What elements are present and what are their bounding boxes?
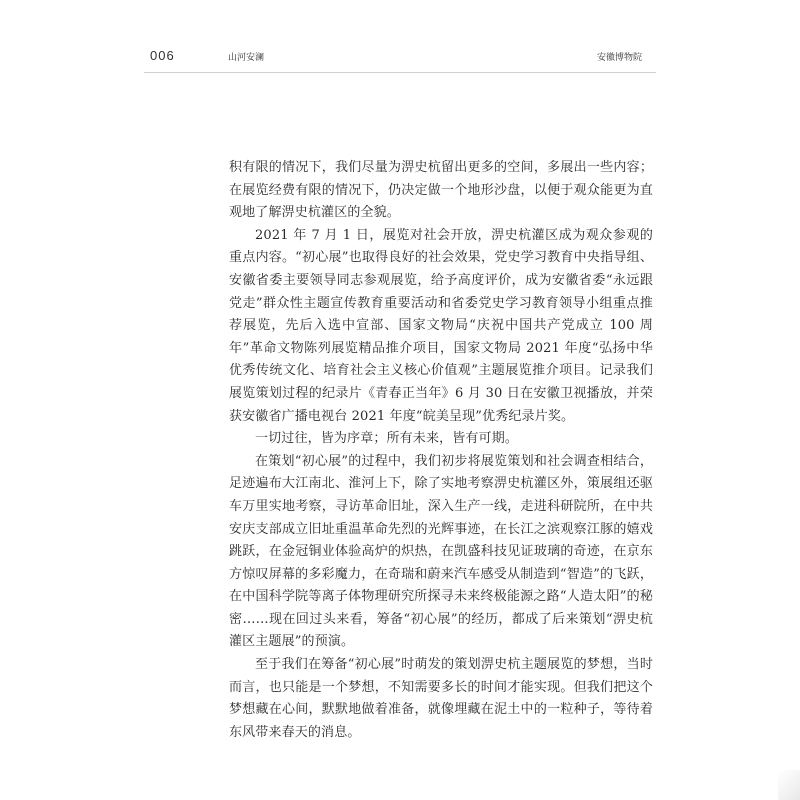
- paragraph-continued: 积有限的情况下，我们尽量为淠史杭留出更多的空间，多展出一些内容；在展览经费有限的情况下，仍决定做一个地形沙盘，以便于观众能更为直观地了解淠史杭灌区的全貌。: [229, 160, 653, 221]
- book-title: 山河安澜: [228, 53, 265, 63]
- paragraph: 一切过往，皆为序章；所有未来，皆有可期。: [255, 431, 519, 447]
- paragraph: 至于我们在筹备“初心展”时萌发的策划淠史杭主题展览的梦想，当时而言，也只能是一个梦想，不知需要多长的时间才能实现。但我们把这个梦想藏在心间，默默地做着准备，就像埋藏在泥土中的一粒种子，等待着东风带来春天的消息。: [229, 657, 653, 740]
- header-rule: [144, 72, 656, 73]
- page-corner-shadow: [778, 770, 800, 800]
- body-text: [229, 157, 653, 744]
- page-header: [144, 48, 656, 68]
- paragraph: 在策划“初心展”的过程中，我们初步将展览策划和社会调查相结合，足迹遍布大江南北、淮河上下，除了实地考察淠史杭灌区外，策展组还驱车万里实地考察，寻访革命旧址，深入生产一线，走进科研院所，在中共安庆支部成立旧址重温革命先烈的光辉事迹，在长江之滨观察江豚的嬉戏跳跃，在金冠铜业体验高炉的炽热，在凯盛科技见证玻璃的奇迹，在京东方惊叹屏幕的多彩魔力，在奇瑞和蔚来汽车感受从制造到“智造”的飞跃，在中国科学院等离子体物理研究所探寻未来终极能源之路“人造太阳”的秘密……现在回过头来看，筹备“初心展”的经历，都成了后来策划“淠史杭灌区主题展”的预演。: [229, 453, 653, 650]
- running-head: 安徽博物院: [596, 53, 642, 63]
- paragraph: 2021 年 7 月 1 日，展览对社会开放，淠史杭灌区成为观众参观的重点内容。“初心展”也取得良好的社会效果，党史学习教育中央指导组、安徽省委主要领导同志参观展览，给予高度评价，成为安徽省委“永远跟党走”群众性主题宣传教育重要活动和省委党史学习教育领导小组重点推荐展览，先后入选中宣部、国家文物局“庆祝中国共产党成立 100 周年”革命文物陈列展览精品推介项目，国家文物局 2021 年度“弘扬中华优秀传统文化、培育社会主义核心价值观”主题展览推介项目。记录我们展览策划过程的纪录片《青春正当年》6 月 30 日在安徽卫视播放，并荣获安徽省广播电视台 2021 年度“皖美呈现”优秀纪录片奖。: [229, 227, 653, 424]
- page-number: 006: [150, 48, 175, 63]
